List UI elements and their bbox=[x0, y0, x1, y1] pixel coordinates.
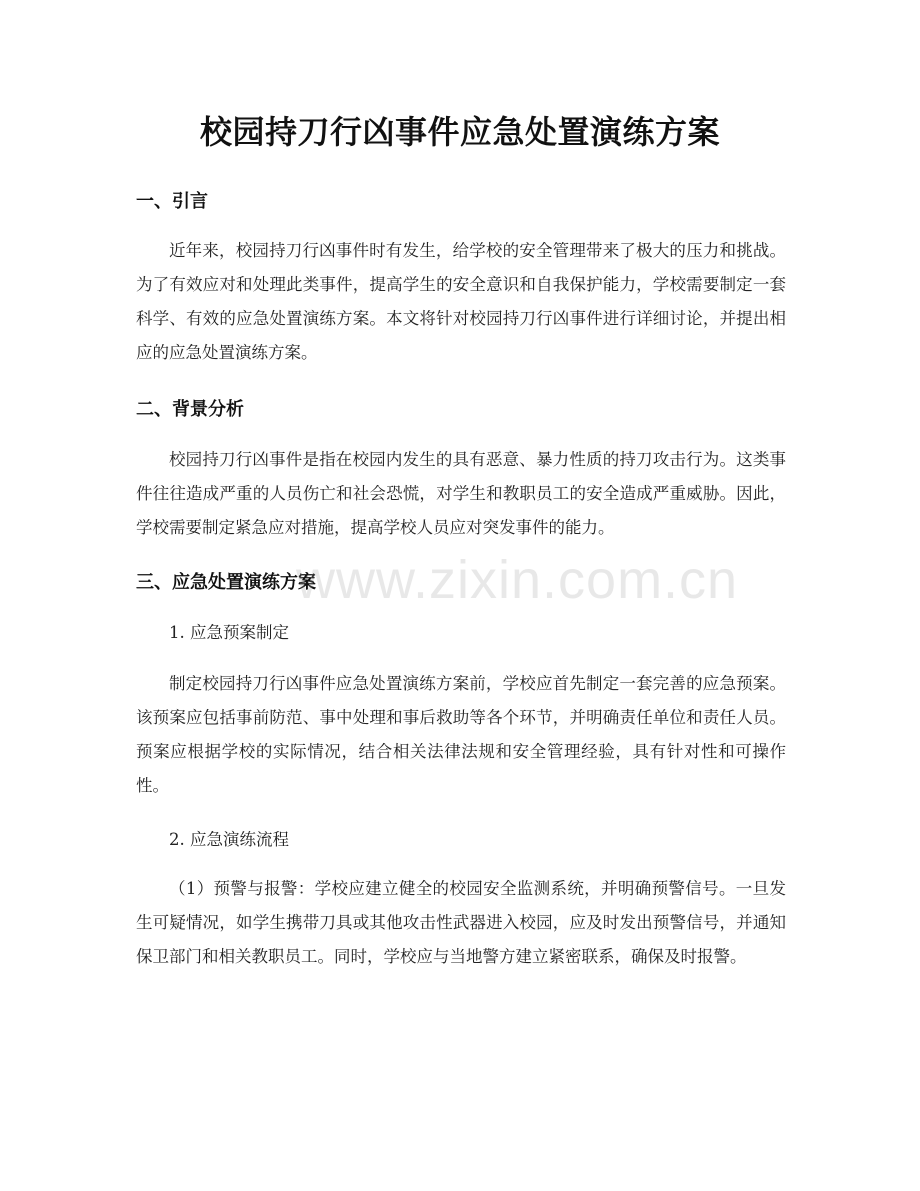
subsection-label-plan-formulation: 1. 应急预案制定 bbox=[169, 623, 289, 642]
section-paragraph-introduction: 近年来，校园持刀行凶事件时有发生，给学校的安全管理带来了极大的压力和挑战。为了有效应对和处理此类事件，提高学生的安全意识和自我保护能力，学校需要制定一套科学、有效的应急处置演练方案。本文将针对校园持刀行凶事件进行详细讨论，并提出相应的应急处置演练方案。 bbox=[136, 241, 786, 362]
document-title: 校园持刀行凶事件应急处置演练方案 bbox=[199, 113, 720, 151]
section-heading-drill-plan: 三、应急处置演练方案 bbox=[136, 572, 316, 593]
subsection-label-drill-process: 2. 应急演练流程 bbox=[169, 830, 289, 849]
section-heading-introduction: 一、引言 bbox=[136, 191, 208, 212]
section-heading-background: 二、背景分析 bbox=[136, 399, 244, 420]
watermark: www.zixin.com.cn bbox=[296, 550, 739, 610]
subsection-paragraph-plan-formulation: 制定校园持刀行凶事件应急处置演练方案前，学校应首先制定一套完善的应急预案。该预案应包括事前防范、事中处理和事后救助等各个环节，并明确责任单位和责任人员。预案应根据学校的实际情况，结合相关法律法规和安全管理经验，具有针对性和可操作性。 bbox=[136, 674, 786, 795]
subsection-paragraph-drill-process: （1）预警与报警：学校应建立健全的校园安全监测系统，并明确预警信号。一旦发生可疑情况，如学生携带刀具或其他攻击性武器进入校园，应及时发出预警信号，并通知保卫部门和相关教职员工。同时，学校应与当地警方建立紧密联系，确保及时报警。 bbox=[136, 879, 786, 966]
section-paragraph-background: 校园持刀行凶事件是指在校园内发生的具有恶意、暴力性质的持刀攻击行为。这类事件往往造成严重的人员伤亡和社会恐慌，对学生和教职员工的安全造成严重威胁。因此，学校需要制定紧急应对措施，提高学校人员应对突发事件的能力。 bbox=[136, 450, 786, 537]
